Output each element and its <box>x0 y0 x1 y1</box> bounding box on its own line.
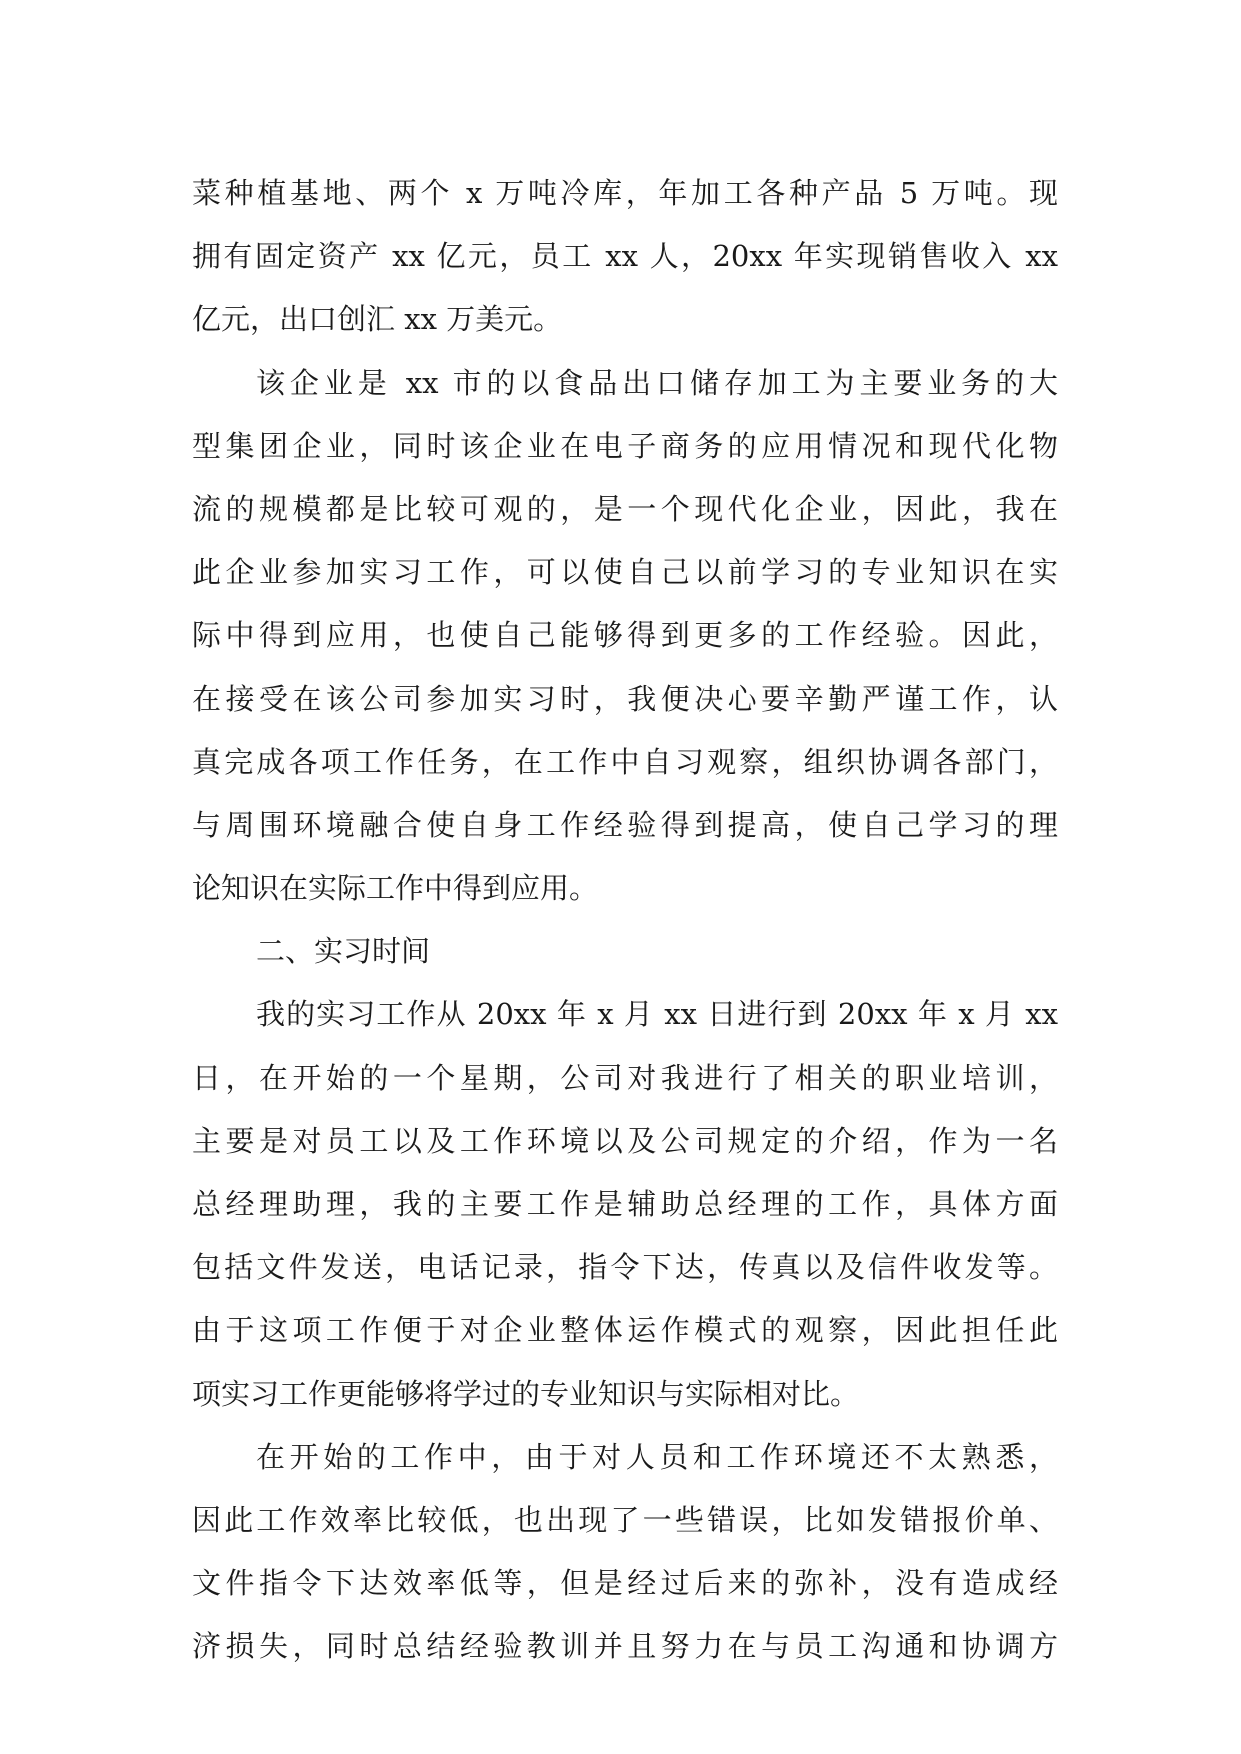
text-line: 日，在开始的一个星期，公司对我进行了相关的职业培训， <box>192 1060 1058 1095</box>
paragraph-first-line: 我的实习工作从 20xx 年 x 月 xx 日进行到 20xx 年 x 月 xx <box>256 997 1058 1032</box>
text-line: 流的规模都是比较可观的，是一个现代化企业，因此，我在 <box>192 491 1058 526</box>
paragraph-first-line: 在开始的工作中，由于对人员和工作环境还不太熟悉， <box>256 1439 1058 1474</box>
text-line: 因此工作效率比较低，也出现了一些错误，比如发错报价单、 <box>192 1502 1058 1537</box>
text-line: 菜种植基地、两个 x 万吨冷库，年加工各种产品 5 万吨。现 <box>192 176 1058 210</box>
text-line: 际中得到应用，也使自己能够得到更多的工作经验。因此， <box>192 618 1058 653</box>
document-body <box>192 162 1058 1679</box>
text-line: 济损失，同时总结经验教训并且努力在与员工沟通和协调方 <box>192 1629 1058 1664</box>
text-line: 此企业参加实习工作，可以使自己以前学习的专业知识在实 <box>192 555 1058 590</box>
text-line: 包括文件发送，电话记录，指令下达，传真以及信件收发等。 <box>192 1250 1058 1285</box>
text-line: 由于这项工作便于对企业整体运作模式的观察，因此担任此 <box>192 1313 1058 1348</box>
text-line: 总经理助理，我的主要工作是辅助总经理的工作，具体方面 <box>192 1187 1058 1221</box>
text-line: 亿元，出口创汇 xx 万美元。 <box>192 302 563 337</box>
text-line: 真完成各项工作任务，在工作中自习观察，组织协调各部门， <box>192 744 1058 779</box>
text-line: 型集团企业，同时该企业在电子商务的应用情况和现代化物 <box>192 428 1058 463</box>
text-line: 拥有固定资产 xx 亿元，员工 xx 人，20xx 年实现销售收入 xx <box>192 239 1058 274</box>
text-line: 主要是对员工以及工作环境以及公司规定的介绍，作为一名 <box>192 1123 1058 1158</box>
paragraph-first-line: 二、实习时间 <box>256 934 431 969</box>
text-line: 论知识在实际工作中得到应用。 <box>192 871 599 906</box>
text-line: 在接受在该公司参加实习时，我便决心要辛勤严谨工作，认 <box>192 681 1058 716</box>
text-line: 项实习工作更能够将学过的专业知识与实际相对比。 <box>192 1376 860 1411</box>
text-line: 文件指令下达效率低等，但是经过后来的弥补，没有造成经 <box>192 1566 1058 1601</box>
text-line: 与周围环境融合使自身工作经验得到提高，使自己学习的理 <box>192 807 1058 842</box>
paragraph-first-line: 该企业是 xx 市的以食品出口储存加工为主要业务的大 <box>256 365 1058 400</box>
